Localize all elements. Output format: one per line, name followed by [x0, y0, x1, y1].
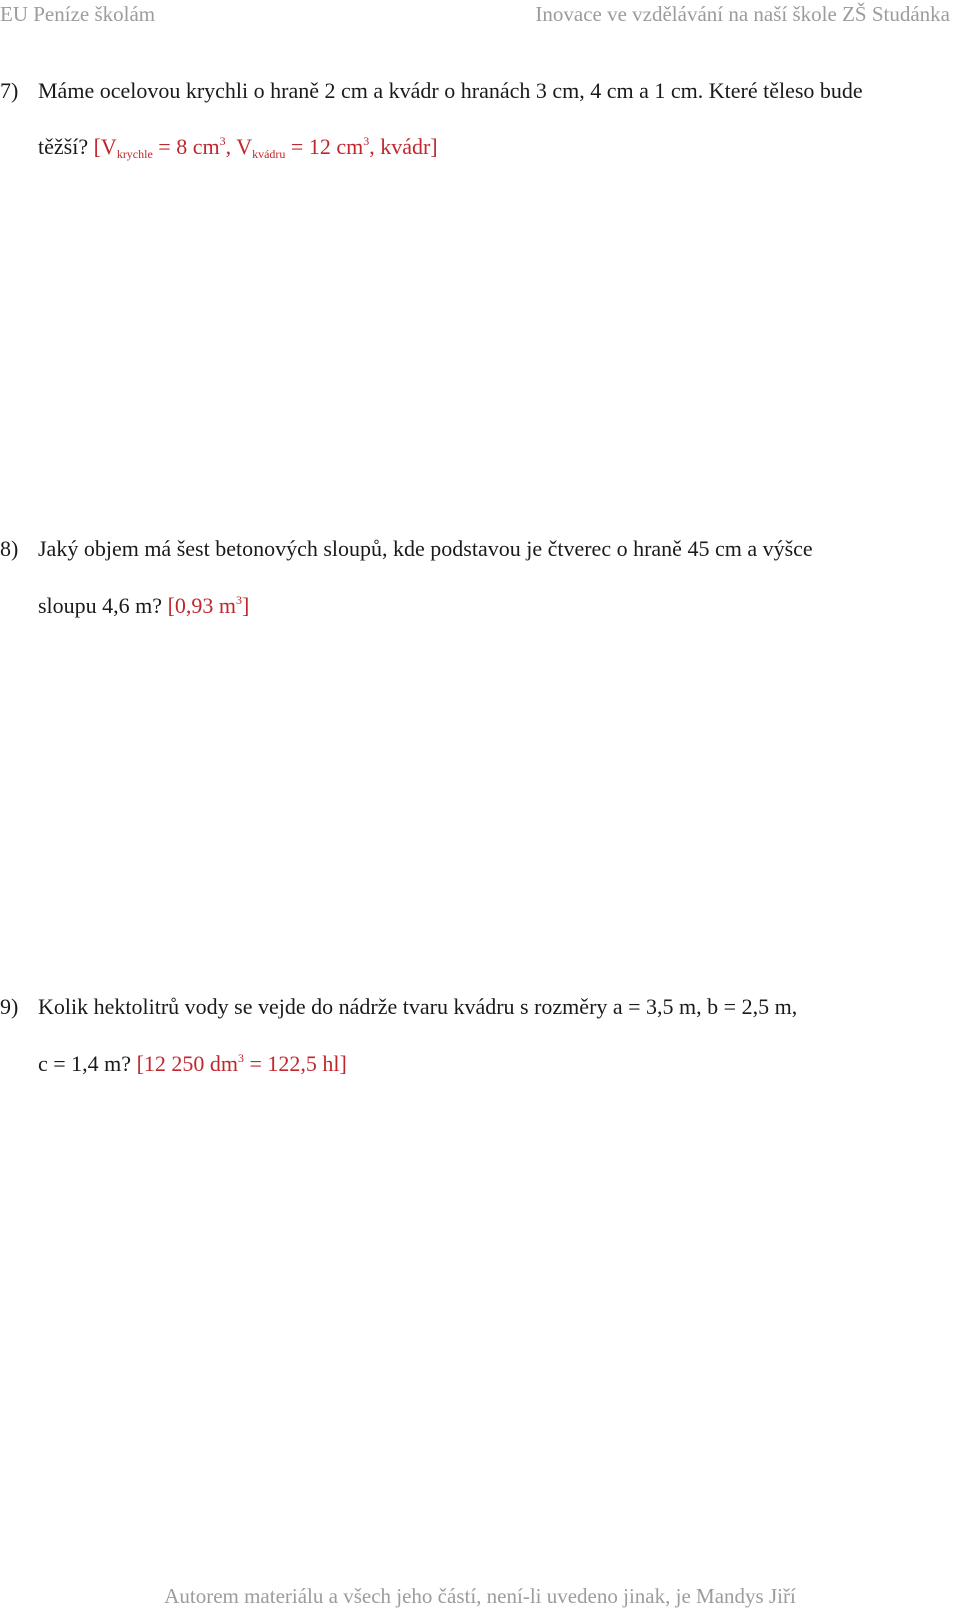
- task-question-text: sloupu 4,6 m?: [38, 593, 163, 618]
- task-question-line-2: [38, 134, 438, 160]
- task-question-line-1: Kolik hektolitrů vody se vejde do nádrže tvaru kvádru s rozměry a = 3,5 m, b = 2,5 m,: [38, 994, 798, 1019]
- task-number: 7): [0, 78, 19, 103]
- header-left-title: EU Peníze školám: [0, 2, 156, 26]
- task-answer: [12 250 $dm^3 = 122,5$ hl]: [136, 1051, 347, 1076]
- task-answer: [0,93 $m^3$]: [167, 593, 250, 618]
- task-question-line-2: [38, 1051, 347, 1077]
- task-answer: [$V_{krychle} = 8$ $cm^3$, $V_{kvádru} = 12$ $cm^3$, kvádr]: [93, 134, 438, 161]
- task-question-line-1: Máme ocelovou krychli o hraně 2 cm a kvádr o hranách 3 cm, 4 cm a 1 cm. Které těleso bude: [38, 78, 863, 103]
- task-question-line-1: Jaký objem má šest betonových sloupů, kde podstavou je čtverec o hraně 45 cm a výšce: [38, 536, 813, 561]
- header-right-title: Inovace ve vzdělávání na naší škole ZŠ Studánka: [535, 2, 950, 26]
- task-number: 9): [0, 994, 19, 1019]
- task-question-line-2: [38, 593, 249, 619]
- footer-author-note: Autorem materiálu a všech jeho částí, není-li uvedeno jinak, je Mandys Jiří: [164, 1584, 796, 1608]
- task-question-text: c = 1,4 m?: [38, 1051, 132, 1076]
- task-number: 8): [0, 536, 19, 561]
- task-question-text: těžší?: [38, 134, 89, 159]
